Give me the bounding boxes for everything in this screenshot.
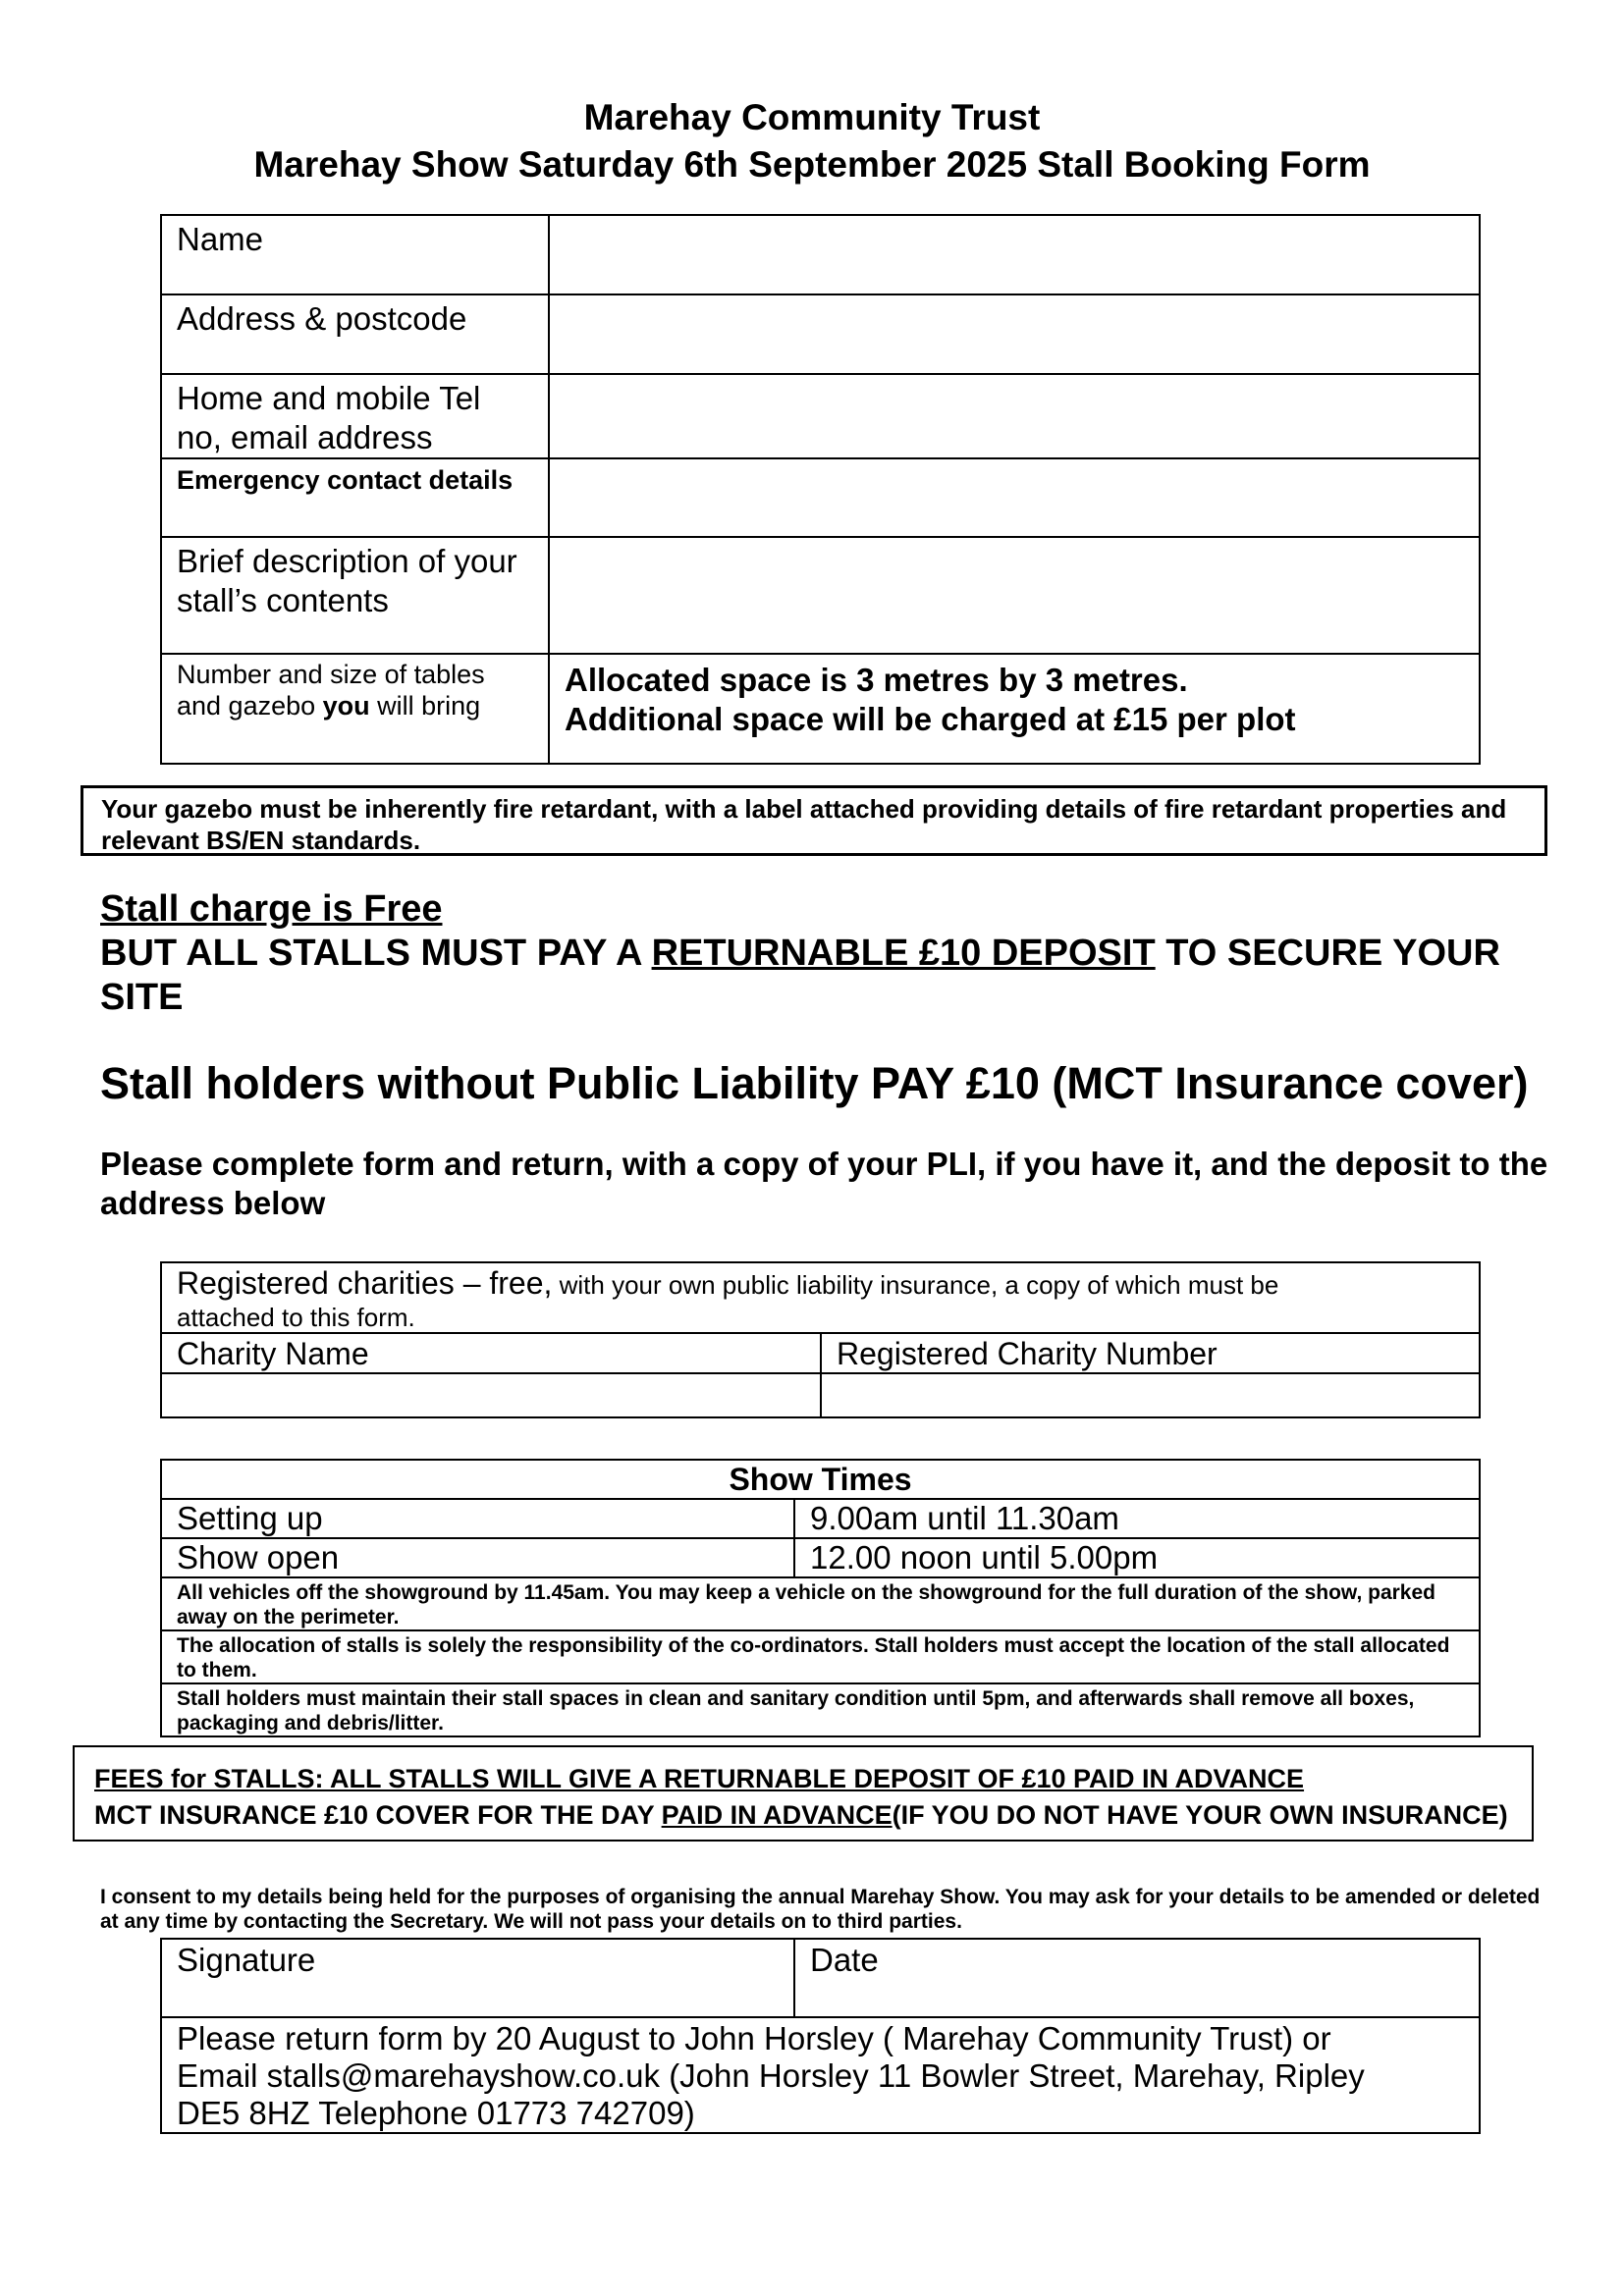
additional-space-text: Additional space will be charged at £15 per plot (565, 701, 1296, 737)
charity-name-field[interactable] (161, 1373, 821, 1417)
description-label: Brief description of your stall’s contents (177, 543, 517, 618)
table-row (161, 1577, 1480, 1630)
show-open-label: Show open (161, 1538, 794, 1577)
fire-retardant-notice: Your gazebo must be inherently fire retardant, with a label attached providing details of fire retardant properties and relevant BS/EN standards. (81, 785, 1547, 856)
tel-field[interactable] (549, 374, 1480, 458)
charity-header-cell (161, 1262, 1480, 1333)
page-title: Marehay Community Trust (583, 97, 1041, 137)
charity-header-small: with your own public liability insurance, a copy of which must be (552, 1270, 1279, 1300)
emergency-field[interactable] (549, 458, 1480, 537)
signature-field[interactable] (161, 1939, 794, 2017)
stall-charge-free: Stall charge is Free (100, 888, 443, 930)
name-field[interactable] (549, 215, 1480, 294)
date-field[interactable] (794, 1939, 1480, 2017)
fees-line-1: FEES for STALLS: ALL STALLS WILL GIVE A RETURNABLE DEPOSIT OF £10 PAID IN ADVANCE (94, 1764, 1305, 1793)
tables-label: Number and size of tables and gazebo you will bring (177, 660, 485, 721)
tel-row (161, 374, 1480, 458)
page-subtitle: Marehay Show Saturday 6th September 2025 Stall Booking Form (253, 144, 1371, 185)
description-row (161, 537, 1480, 654)
form-header (0, 94, 1624, 188)
address-field[interactable] (549, 294, 1480, 374)
charity-input-row (161, 1373, 1480, 1417)
stall-charge-notice (100, 887, 1593, 1020)
signature-row (161, 1939, 1480, 2017)
return-line-2: Email stalls@marehayshow.co.uk (John Horsley 11 Bowler Street, Marehay, Ripley (177, 2057, 1365, 2094)
charity-header-row (161, 1262, 1480, 1333)
charity-number-field[interactable] (821, 1373, 1480, 1417)
fees-line-2: MCT INSURANCE £10 COVER FOR THE DAY PAID IN ADVANCE(IF YOU DO NOT HAVE YOUR OWN INSURANCE) (94, 1800, 1508, 1830)
cleanliness-note: Stall holders must maintain their stall spaces in clean and sanitary condition until 5pm, and afterwards shall remove all boxes, packaging and debris/litter. (161, 1683, 1480, 1736)
show-times-table (160, 1459, 1481, 1737)
allocated-space-cell[interactable] (549, 654, 1480, 764)
address-row (161, 294, 1480, 374)
table-row (161, 1499, 1480, 1538)
deposit-notice: BUT ALL STALLS MUST PAY A RETURNABLE £10 DEPOSIT TO SECURE YOUR SITE (100, 933, 1500, 1018)
fees-box (73, 1745, 1534, 1842)
return-row (161, 2017, 1480, 2133)
return-info-cell (161, 2017, 1480, 2133)
table-row (161, 1538, 1480, 1577)
allocation-note: The allocation of stalls is solely the responsibility of the co-ordinators. Stall holders must accept the location of the stall allocated to them. (161, 1630, 1480, 1683)
charity-columns-row (161, 1333, 1480, 1373)
tables-row (161, 654, 1480, 764)
charity-header-large: Registered charities – free, (177, 1265, 553, 1301)
emergency-label: Emergency contact details (177, 465, 514, 495)
show-open-time: 12.00 noon until 5.00pm (794, 1538, 1480, 1577)
charity-number-header: Registered Charity Number (821, 1333, 1480, 1373)
description-field[interactable] (549, 537, 1480, 654)
setting-up-time: 9.00am until 11.30am (794, 1499, 1480, 1538)
table-row (161, 1630, 1480, 1683)
return-line-1: Please return form by 20 August to John Horsley ( Marehay Community Trust) or (177, 2020, 1331, 2056)
charity-header-small-2: attached to this form. (177, 1303, 415, 1332)
complete-form-notice: Please complete form and return, with a copy of your PLI, if you have it, and the deposit to the address below (100, 1146, 1548, 1221)
show-times-title: Show Times (161, 1460, 1480, 1499)
table-row (161, 1683, 1480, 1736)
consent-text: I consent to my details being held for the purposes of organising the annual Marehay Show. You may ask for your details to be amended or deleted at any time by contacting the Secretary. We will not pass your details on to third parties. (100, 1886, 1541, 1933)
vehicles-note: All vehicles off the showground by 11.45am. You may keep a vehicle on the showground for the full duration of the show, parked away on the perimeter. (161, 1577, 1480, 1630)
signature-table (160, 1938, 1481, 2134)
emergency-row (161, 458, 1480, 537)
return-line-3: DE5 8HZ Telephone 01773 742709) (177, 2095, 695, 2131)
address-label: Address & postcode (177, 300, 467, 337)
details-table (160, 214, 1481, 765)
charity-name-header: Charity Name (161, 1333, 821, 1373)
show-times-header-row (161, 1460, 1480, 1499)
pli-notice: Stall holders without Public Liability PAY £10 (MCT Insurance cover) (100, 1058, 1529, 1108)
name-row (161, 215, 1480, 294)
tel-label: Home and mobile Tel no, email address (177, 380, 481, 455)
allocated-space-text: Allocated space is 3 metres by 3 metres. (565, 662, 1188, 698)
date-label: Date (810, 1942, 879, 1978)
setting-up-label: Setting up (161, 1499, 794, 1538)
name-label: Name (177, 221, 264, 257)
signature-label: Signature (177, 1942, 316, 1978)
charity-table (160, 1261, 1481, 1418)
